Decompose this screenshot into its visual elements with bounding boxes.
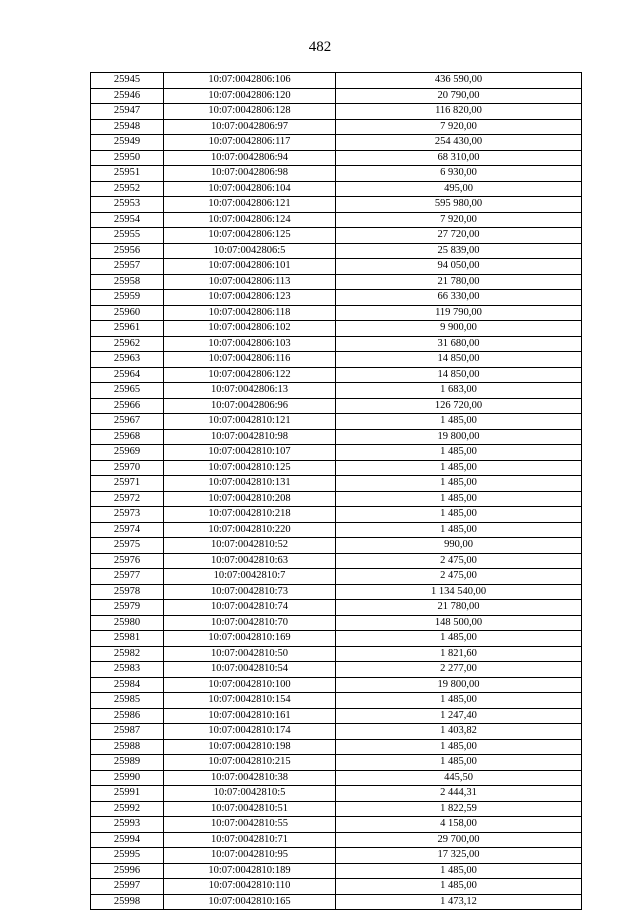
- row-number-cell: 25946: [91, 88, 164, 104]
- cadastral-number-cell: 10:07:0042810:198: [164, 739, 336, 755]
- table-row: [91, 615, 582, 631]
- cadastral-number-cell: 10:07:0042810:154: [164, 693, 336, 709]
- cadastral-value-cell: 68 310,00: [336, 150, 582, 166]
- row-number-cell: 25983: [91, 662, 164, 678]
- cadastral-number-cell: 10:07:0042810:63: [164, 553, 336, 569]
- row-number-cell: 25985: [91, 693, 164, 709]
- row-number-cell: 25949: [91, 135, 164, 151]
- table-row: [91, 522, 582, 538]
- table-row: [91, 212, 582, 228]
- table-row: [91, 832, 582, 848]
- row-number-cell: 25982: [91, 646, 164, 662]
- row-number-cell: 25970: [91, 460, 164, 476]
- table-row: [91, 383, 582, 399]
- table-row: [91, 879, 582, 895]
- cadastral-number-cell: 10:07:0042806:123: [164, 290, 336, 306]
- cadastral-number-cell: 10:07:0042810:38: [164, 770, 336, 786]
- table-row: [91, 367, 582, 383]
- cadastral-value-cell: 27 720,00: [336, 228, 582, 244]
- table-row: [91, 476, 582, 492]
- row-number-cell: 25974: [91, 522, 164, 538]
- cadastral-value-cell: 990,00: [336, 538, 582, 554]
- table-row: [91, 770, 582, 786]
- cadastral-number-cell: 10:07:0042806:118: [164, 305, 336, 321]
- row-number-cell: 25956: [91, 243, 164, 259]
- cadastral-number-cell: 10:07:0042810:165: [164, 894, 336, 910]
- cadastral-value-cell: 1 821,60: [336, 646, 582, 662]
- row-number-cell: 25973: [91, 507, 164, 523]
- table-row: [91, 801, 582, 817]
- row-number-cell: 25976: [91, 553, 164, 569]
- cadastral-number-cell: 10:07:0042810:71: [164, 832, 336, 848]
- table-row: [91, 646, 582, 662]
- table-row: [91, 243, 582, 259]
- table-row: [91, 445, 582, 461]
- table-row: [91, 336, 582, 352]
- cadastral-number-cell: 10:07:0042810:218: [164, 507, 336, 523]
- cadastral-value-cell: 1 485,00: [336, 739, 582, 755]
- row-number-cell: 25987: [91, 724, 164, 740]
- cadastral-value-cell: 445,50: [336, 770, 582, 786]
- cadastral-number-cell: 10:07:0042810:110: [164, 879, 336, 895]
- cadastral-value-cell: 20 790,00: [336, 88, 582, 104]
- cadastral-number-cell: 10:07:0042806:124: [164, 212, 336, 228]
- table-row: [91, 119, 582, 135]
- cadastral-value-cell: 21 780,00: [336, 600, 582, 616]
- cadastral-number-cell: 10:07:0042810:169: [164, 631, 336, 647]
- row-number-cell: 25951: [91, 166, 164, 182]
- cadastral-value-cell: 1 485,00: [336, 476, 582, 492]
- table-row: [91, 894, 582, 910]
- table-row: [91, 863, 582, 879]
- cadastral-value-cell: 94 050,00: [336, 259, 582, 275]
- cadastral-number-cell: 10:07:0042810:121: [164, 414, 336, 430]
- cadastral-number-cell: 10:07:0042810:50: [164, 646, 336, 662]
- table-row: [91, 274, 582, 290]
- row-number-cell: 25968: [91, 429, 164, 445]
- table-row: [91, 739, 582, 755]
- cadastral-value-cell: 6 930,00: [336, 166, 582, 182]
- row-number-cell: 25969: [91, 445, 164, 461]
- cadastral-value-cell: 66 330,00: [336, 290, 582, 306]
- row-number-cell: 25994: [91, 832, 164, 848]
- cadastral-number-cell: 10:07:0042810:73: [164, 584, 336, 600]
- row-number-cell: 25989: [91, 755, 164, 771]
- table-row: [91, 538, 582, 554]
- cadastral-number-cell: 10:07:0042810:131: [164, 476, 336, 492]
- row-number-cell: 25964: [91, 367, 164, 383]
- table-row: [91, 414, 582, 430]
- table-row: [91, 166, 582, 182]
- table-row: [91, 677, 582, 693]
- cadastral-value-cell: 31 680,00: [336, 336, 582, 352]
- row-number-cell: 25945: [91, 73, 164, 89]
- table-row: [91, 600, 582, 616]
- table-row: [91, 631, 582, 647]
- cadastral-value-cell: 436 590,00: [336, 73, 582, 89]
- cadastral-number-cell: 10:07:0042810:54: [164, 662, 336, 678]
- cadastral-number-cell: 10:07:0042806:98: [164, 166, 336, 182]
- cadastral-value-cell: 1 473,12: [336, 894, 582, 910]
- row-number-cell: 25963: [91, 352, 164, 368]
- cadastral-number-cell: 10:07:0042810:52: [164, 538, 336, 554]
- cadastral-value-cell: 19 800,00: [336, 429, 582, 445]
- cadastral-number-cell: 10:07:0042810:220: [164, 522, 336, 538]
- row-number-cell: 25979: [91, 600, 164, 616]
- cadastral-value-cell: 1 485,00: [336, 445, 582, 461]
- cadastral-number-cell: 10:07:0042810:5: [164, 786, 336, 802]
- cadastral-value-cell: 116 820,00: [336, 104, 582, 120]
- row-number-cell: 25993: [91, 817, 164, 833]
- row-number-cell: 25997: [91, 879, 164, 895]
- cadastral-number-cell: 10:07:0042806:101: [164, 259, 336, 275]
- table-row: [91, 817, 582, 833]
- cadastral-value-cell: 2 444,31: [336, 786, 582, 802]
- table-row: [91, 290, 582, 306]
- row-number-cell: 25984: [91, 677, 164, 693]
- table-row: [91, 135, 582, 151]
- cadastral-value-cell: 1 485,00: [336, 414, 582, 430]
- cadastral-value-cell: 1 485,00: [336, 522, 582, 538]
- row-number-cell: 25966: [91, 398, 164, 414]
- cadastral-number-cell: 10:07:0042810:7: [164, 569, 336, 585]
- row-number-cell: 25990: [91, 770, 164, 786]
- row-number-cell: 25972: [91, 491, 164, 507]
- row-number-cell: 25962: [91, 336, 164, 352]
- cadastral-number-cell: 10:07:0042810:55: [164, 817, 336, 833]
- row-number-cell: 25995: [91, 848, 164, 864]
- cadastral-value-cell: 19 800,00: [336, 677, 582, 693]
- row-number-cell: 25975: [91, 538, 164, 554]
- cadastral-value-cell: 2 475,00: [336, 569, 582, 585]
- row-number-cell: 25996: [91, 863, 164, 879]
- cadastral-value-cell: 1 247,40: [336, 708, 582, 724]
- cadastral-number-cell: 10:07:0042806:113: [164, 274, 336, 290]
- cadastral-value-table: [90, 72, 582, 910]
- cadastral-value-cell: 1 403,82: [336, 724, 582, 740]
- cadastral-value-cell: 1 485,00: [336, 879, 582, 895]
- row-number-cell: 25959: [91, 290, 164, 306]
- table-row: [91, 786, 582, 802]
- table-row: [91, 181, 582, 197]
- cadastral-value-cell: 1 485,00: [336, 755, 582, 771]
- cadastral-number-cell: 10:07:0042810:95: [164, 848, 336, 864]
- cadastral-value-cell: 9 900,00: [336, 321, 582, 337]
- cadastral-number-cell: 10:07:0042806:117: [164, 135, 336, 151]
- cadastral-number-cell: 10:07:0042810:98: [164, 429, 336, 445]
- table-row: [91, 460, 582, 476]
- table-row: [91, 259, 582, 275]
- cadastral-value-cell: 4 158,00: [336, 817, 582, 833]
- row-number-cell: 25986: [91, 708, 164, 724]
- row-number-cell: 25977: [91, 569, 164, 585]
- table-row: [91, 553, 582, 569]
- cadastral-number-cell: 10:07:0042806:103: [164, 336, 336, 352]
- table-row: [91, 724, 582, 740]
- cadastral-value-cell: 1 822,59: [336, 801, 582, 817]
- table-row: [91, 569, 582, 585]
- row-number-cell: 25992: [91, 801, 164, 817]
- cadastral-value-cell: 148 500,00: [336, 615, 582, 631]
- cadastral-number-cell: 10:07:0042806:94: [164, 150, 336, 166]
- cadastral-value-cell: 25 839,00: [336, 243, 582, 259]
- table-row: [91, 662, 582, 678]
- table-row: [91, 321, 582, 337]
- cadastral-value-cell: 2 475,00: [336, 553, 582, 569]
- table-row: [91, 708, 582, 724]
- cadastral-number-cell: 10:07:0042810:70: [164, 615, 336, 631]
- cadastral-value-cell: 1 683,00: [336, 383, 582, 399]
- cadastral-value-cell: 7 920,00: [336, 119, 582, 135]
- cadastral-number-cell: 10:07:0042806:96: [164, 398, 336, 414]
- cadastral-value-cell: 1 134 540,00: [336, 584, 582, 600]
- row-number-cell: 25965: [91, 383, 164, 399]
- cadastral-number-cell: 10:07:0042806:125: [164, 228, 336, 244]
- cadastral-number-cell: 10:07:0042810:208: [164, 491, 336, 507]
- table-row: [91, 398, 582, 414]
- cadastral-value-cell: 1 485,00: [336, 460, 582, 476]
- cadastral-number-cell: 10:07:0042810:215: [164, 755, 336, 771]
- row-number-cell: 25957: [91, 259, 164, 275]
- row-number-cell: 25961: [91, 321, 164, 337]
- cadastral-value-cell: 119 790,00: [336, 305, 582, 321]
- row-number-cell: 25980: [91, 615, 164, 631]
- cadastral-number-cell: 10:07:0042810:100: [164, 677, 336, 693]
- row-number-cell: 25967: [91, 414, 164, 430]
- table-row: [91, 693, 582, 709]
- cadastral-number-cell: 10:07:0042806:104: [164, 181, 336, 197]
- cadastral-value-cell: 1 485,00: [336, 491, 582, 507]
- cadastral-value-cell: 21 780,00: [336, 274, 582, 290]
- table-row: [91, 848, 582, 864]
- row-number-cell: 25971: [91, 476, 164, 492]
- table-row: [91, 88, 582, 104]
- row-number-cell: 25947: [91, 104, 164, 120]
- row-number-cell: 25948: [91, 119, 164, 135]
- cadastral-value-cell: 1 485,00: [336, 507, 582, 523]
- cadastral-value-cell: 595 980,00: [336, 197, 582, 213]
- row-number-cell: 25958: [91, 274, 164, 290]
- row-number-cell: 25955: [91, 228, 164, 244]
- cadastral-number-cell: 10:07:0042810:107: [164, 445, 336, 461]
- table-row: [91, 228, 582, 244]
- table-body: [91, 73, 582, 910]
- cadastral-number-cell: 10:07:0042806:106: [164, 73, 336, 89]
- cadastral-value-cell: 1 485,00: [336, 693, 582, 709]
- cadastral-value-cell: 254 430,00: [336, 135, 582, 151]
- row-number-cell: 25953: [91, 197, 164, 213]
- table-row: [91, 491, 582, 507]
- table-row: [91, 305, 582, 321]
- cadastral-value-cell: 1 485,00: [336, 631, 582, 647]
- cadastral-value-cell: 17 325,00: [336, 848, 582, 864]
- cadastral-number-cell: 10:07:0042810:174: [164, 724, 336, 740]
- row-number-cell: 25988: [91, 739, 164, 755]
- cadastral-number-cell: 10:07:0042806:121: [164, 197, 336, 213]
- table-row: [91, 104, 582, 120]
- row-number-cell: 25952: [91, 181, 164, 197]
- cadastral-number-cell: 10:07:0042810:51: [164, 801, 336, 817]
- cadastral-number-cell: 10:07:0042806:13: [164, 383, 336, 399]
- table-row: [91, 73, 582, 89]
- cadastral-value-cell: 14 850,00: [336, 367, 582, 383]
- cadastral-value-cell: 2 277,00: [336, 662, 582, 678]
- cadastral-number-cell: 10:07:0042806:128: [164, 104, 336, 120]
- table-row: [91, 429, 582, 445]
- cadastral-value-cell: 14 850,00: [336, 352, 582, 368]
- row-number-cell: 25991: [91, 786, 164, 802]
- cadastral-number-cell: 10:07:0042810:161: [164, 708, 336, 724]
- table-row: [91, 150, 582, 166]
- row-number-cell: 25954: [91, 212, 164, 228]
- row-number-cell: 25978: [91, 584, 164, 600]
- table-row: [91, 584, 582, 600]
- cadastral-value-cell: 29 700,00: [336, 832, 582, 848]
- row-number-cell: 25998: [91, 894, 164, 910]
- cadastral-number-cell: 10:07:0042806:120: [164, 88, 336, 104]
- row-number-cell: 25950: [91, 150, 164, 166]
- cadastral-number-cell: 10:07:0042806:5: [164, 243, 336, 259]
- cadastral-number-cell: 10:07:0042806:97: [164, 119, 336, 135]
- cadastral-number-cell: 10:07:0042806:122: [164, 367, 336, 383]
- cadastral-value-cell: 7 920,00: [336, 212, 582, 228]
- cadastral-value-cell: 126 720,00: [336, 398, 582, 414]
- cadastral-number-cell: 10:07:0042810:74: [164, 600, 336, 616]
- cadastral-number-cell: 10:07:0042806:116: [164, 352, 336, 368]
- row-number-cell: 25981: [91, 631, 164, 647]
- table-row: [91, 197, 582, 213]
- table-row: [91, 352, 582, 368]
- table-row: [91, 507, 582, 523]
- cadastral-number-cell: 10:07:0042806:102: [164, 321, 336, 337]
- row-number-cell: 25960: [91, 305, 164, 321]
- cadastral-value-cell: 495,00: [336, 181, 582, 197]
- cadastral-number-cell: 10:07:0042810:125: [164, 460, 336, 476]
- table-row: [91, 755, 582, 771]
- cadastral-number-cell: 10:07:0042810:189: [164, 863, 336, 879]
- page-number: 482: [308, 39, 332, 55]
- cadastral-value-cell: 1 485,00: [336, 863, 582, 879]
